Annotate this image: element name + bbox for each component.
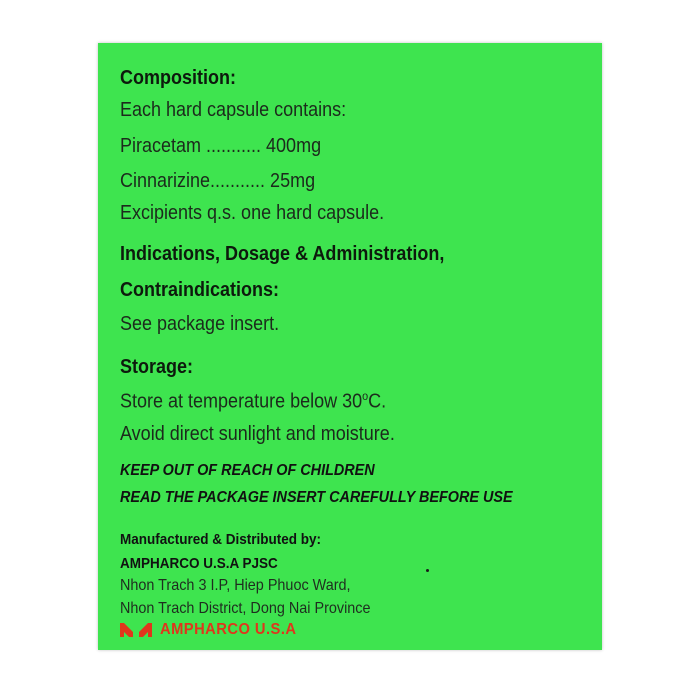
storage-temperature — [120, 389, 386, 414]
warning-read-insert: READ THE PACKAGE INSERT CAREFULLY BEFORE USE — [120, 489, 513, 506]
excipients-text: Excipients q.s. one hard capsule. — [120, 202, 385, 224]
print-speck — [426, 569, 429, 572]
ampharco-logo-icon — [120, 623, 152, 637]
manufacturer-heading: Manufactured & Distributed by: — [120, 531, 322, 548]
ingredient-cinnarizine: Cinnarizine........... 25mg — [120, 170, 316, 192]
degree-symbol: o — [362, 389, 369, 403]
storage-sunlight: Avoid direct sunlight and moisture. — [120, 423, 395, 445]
warning-keep-out: KEEP OUT OF REACH OF CHILDREN — [120, 462, 375, 479]
indications-heading-line1: Indications, Dosage & Administration, — [120, 243, 445, 265]
composition-heading: Composition: — [120, 67, 236, 89]
storage-temperature-text: Store at temperature below 30 — [120, 390, 363, 413]
composition-intro: Each hard capsule contains: — [120, 99, 347, 121]
storage-heading: Storage: — [120, 356, 194, 378]
indications-heading-line2: Contraindications: — [120, 279, 280, 301]
brand-wordmark: AMPHARCO U.S.A — [160, 621, 297, 638]
address-line2: Nhon Trach District, Dong Nai Province — [120, 600, 371, 617]
storage-temperature-unit: C. — [368, 390, 387, 413]
ingredient-piracetam: Piracetam ........... 400mg — [120, 135, 322, 157]
indications-text: See package insert. — [120, 313, 280, 335]
brand-row — [120, 621, 308, 639]
manufacturer-name: AMPHARCO U.S.A PJSC — [120, 555, 278, 572]
address-line1: Nhon Trach 3 I.P, Hiep Phuoc Ward, — [120, 577, 351, 594]
